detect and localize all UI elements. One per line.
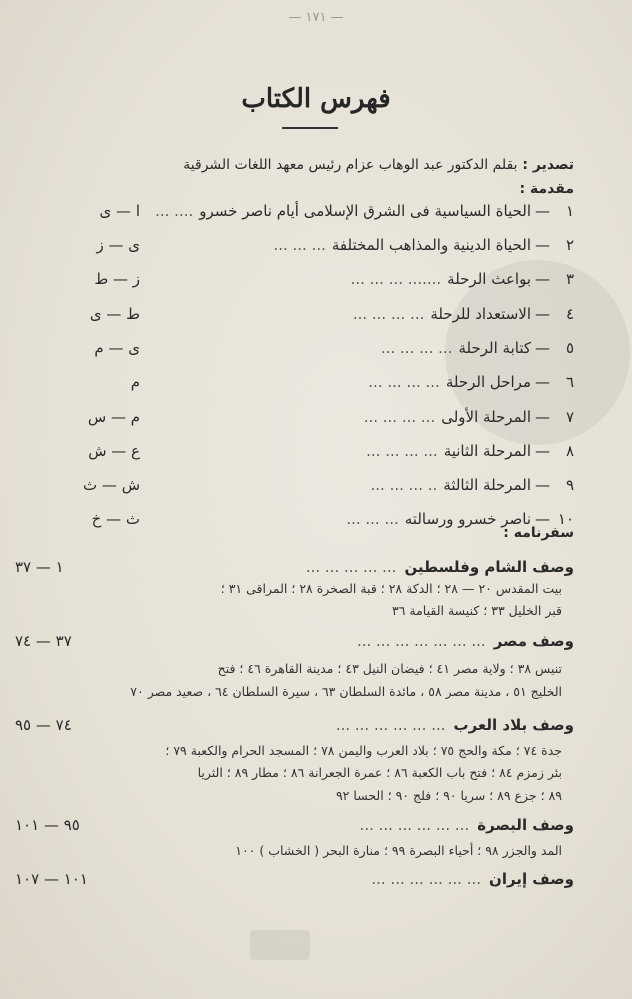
intro-item-pages: ش — ث	[83, 476, 140, 494]
intro-item-title: المرحلة الثالثة	[443, 476, 531, 494]
section-subtopics: جدة ٧٤ ؛ مكة والحج ٧٥ ؛ بلاد العرب واليمن ٧٨ ؛ المسجد الحرام والكعبة ٧٩ ؛	[165, 743, 562, 758]
section-entry	[15, 868, 574, 890]
preface-line	[183, 156, 574, 174]
intro-item-number: ٧	[565, 408, 574, 426]
section-pages: ١ — ٣٧	[15, 558, 64, 576]
section-subtopics: تنيس ٣٨ ؛ ولاية مصر ٤١ ؛ فيضان النيل ٤٣ ؛ مدينة القاهرة ٤٦ ؛ فتح	[217, 661, 562, 676]
intro-item	[110, 371, 574, 393]
faded-stamp	[250, 930, 310, 960]
intro-item	[94, 268, 574, 290]
preface-label: تصدير :	[522, 157, 574, 173]
intro-item-dots: ... ... ... ...	[368, 373, 440, 391]
intro-item-dots: ... ... ... ...	[366, 442, 438, 460]
intro-item-dash: —	[535, 202, 550, 220]
section-entry	[15, 814, 574, 836]
intro-item-pages: ى — م	[94, 339, 140, 357]
page-number: — ١٧١ —	[288, 10, 344, 25]
title-divider	[282, 127, 338, 129]
intro-item-dash: —	[535, 236, 550, 254]
section-subtopics: قبر الخليل ٣٣ ؛ كنيسة القيامة ٣٦	[391, 603, 562, 618]
intro-item-number: ٤	[565, 305, 574, 323]
intro-item-dash: —	[535, 305, 550, 323]
intro-item-number: ١	[565, 202, 574, 220]
intro-item-dots: ... ... ... ...	[380, 339, 453, 357]
intro-item-dots: ... ... ...	[273, 236, 326, 254]
intro-item-dash: —	[535, 442, 550, 460]
section-title: وصف البصرة	[477, 816, 574, 834]
section-title: وصف الشام وفلسطين	[404, 558, 574, 576]
intro-item-pages: ث — خ	[91, 510, 140, 528]
section-pages: ٣٧ — ٧٤	[15, 632, 72, 650]
intro-item-number: ٥	[565, 339, 574, 357]
section-entry	[15, 714, 574, 736]
intro-item-number: ٢	[565, 236, 574, 254]
intro-item-title: الحياة السياسية فى الشرق الإسلامى أيام ناصر خسرو	[199, 202, 531, 220]
section-title: وصف مصر	[493, 632, 574, 650]
intro-item-pages: م — س	[87, 408, 140, 426]
section-pages: ١٠١ — ١٠٧	[15, 870, 88, 888]
intro-item-dots: ... ... ... ...	[352, 305, 425, 323]
intro-item-number: ٣	[565, 270, 574, 288]
intro-item-number: ٩	[565, 476, 574, 494]
intro-item	[87, 406, 574, 428]
intro-item	[94, 337, 574, 359]
intro-item-dash: —	[535, 408, 550, 426]
intro-item-pages: ز — ط	[94, 270, 140, 288]
section-entry	[15, 630, 574, 652]
section-dots: ... ... ... ... ... ...	[371, 870, 482, 888]
section-subtopics: ٨٩ ؛ جزع ٨٩ ؛ سريا ٩٠ ؛ فلج ٩٠ ؛ الحسا ٩٢	[335, 788, 562, 803]
section-subtopics: بيت المقدس ٢٠ — ٢٨ ؛ الدكة ٢٨ ؛ قبة الصخرة ٢٨ ؛ المراقى ٣١ ؛	[220, 581, 562, 596]
intro-item-number: ١٠	[557, 510, 574, 528]
section-pages: ٩٥ — ١٠١	[15, 816, 80, 834]
intro-item	[99, 200, 574, 222]
intro-item-dash: —	[535, 270, 550, 288]
intro-item-pages: ا — ى	[99, 202, 140, 220]
intro-item-pages: ع — ش	[88, 442, 140, 460]
intro-item-title: الحياة الدينية والمذاهب المختلفة	[331, 236, 531, 254]
intro-item-title: الاستعداد للرحلة	[430, 305, 531, 323]
intro-item-title: كتابة الرحلة	[458, 339, 531, 357]
page-title: فهرس الكتاب	[241, 84, 391, 114]
intro-item-pages: ى — ز	[96, 236, 140, 254]
intro-item	[83, 474, 574, 496]
intro-label: مقدمة :	[519, 181, 574, 197]
section-title: وصف بلاد العرب	[453, 716, 574, 734]
section-subtopics: الخليج ٥١ ، مدينة مصر ٥٨ ، مائدة السلطان ٦٣ ، سيرة السلطان ٦٤ ، صعيد مصر ٧٠	[130, 684, 562, 699]
intro-item-dots: ... ... ...	[346, 510, 399, 528]
section-subtopics: المد والجزر ٩٨ ؛ أحياء البصرة ٩٩ ؛ منارة البحر ( الخشاب ) ١٠٠	[235, 843, 562, 858]
preface-text: بقلم الدكتور عبد الوهاب عزام رئيس معهد اللغات الشرقية	[183, 157, 518, 173]
intro-item-dash: —	[535, 339, 550, 357]
intro-item-title: بواعث الرحلة	[447, 270, 531, 288]
intro-item-dots: .. ... ... ...	[370, 476, 438, 494]
intro-item-dots: .... ...	[155, 202, 194, 220]
intro-item	[88, 440, 574, 462]
intro-item-dots: ....... ... ... ...	[350, 270, 442, 288]
section-pages: ٧٤ — ٩٥	[15, 716, 72, 734]
section-dots: ... ... ... ... ... ... ...	[356, 632, 486, 650]
intro-item-title: ناصر خسرو ورسالته	[404, 510, 531, 528]
intro-item-number: ٨	[565, 442, 574, 460]
section-dots: ... ... ... ... ... ...	[359, 816, 470, 834]
intro-item-dash: —	[535, 476, 550, 494]
intro-item-pages: ط — ى	[89, 305, 140, 323]
intro-item-title: المرحلة الأولى	[441, 408, 531, 426]
travel-label: سفرنامه :	[503, 525, 574, 541]
intro-item	[89, 303, 574, 325]
section-dots: ... ... ... ... ... ...	[335, 716, 446, 734]
intro-item-number: ٦	[565, 373, 574, 391]
section-dots: ... ... ... ... ...	[305, 558, 397, 576]
intro-item-dots: ... ... ... ...	[363, 408, 436, 426]
intro-item-title: مراحل الرحلة	[445, 373, 531, 391]
section-subtopics: بئر زمزم ٨٤ ؛ فتح باب الكعبة ٨٦ ؛ عمرة الجعرانة ٨٦ ؛ مطار ٨٩ ؛ الثريا	[197, 765, 562, 780]
intro-item	[96, 234, 574, 256]
section-entry	[15, 556, 574, 578]
section-title: وصف إيران	[489, 870, 574, 888]
intro-item-dash: —	[535, 373, 550, 391]
intro-item-dash: —	[535, 510, 550, 528]
intro-item-title: المرحلة الثانية	[443, 442, 531, 460]
intro-item-pages: م	[130, 373, 140, 391]
